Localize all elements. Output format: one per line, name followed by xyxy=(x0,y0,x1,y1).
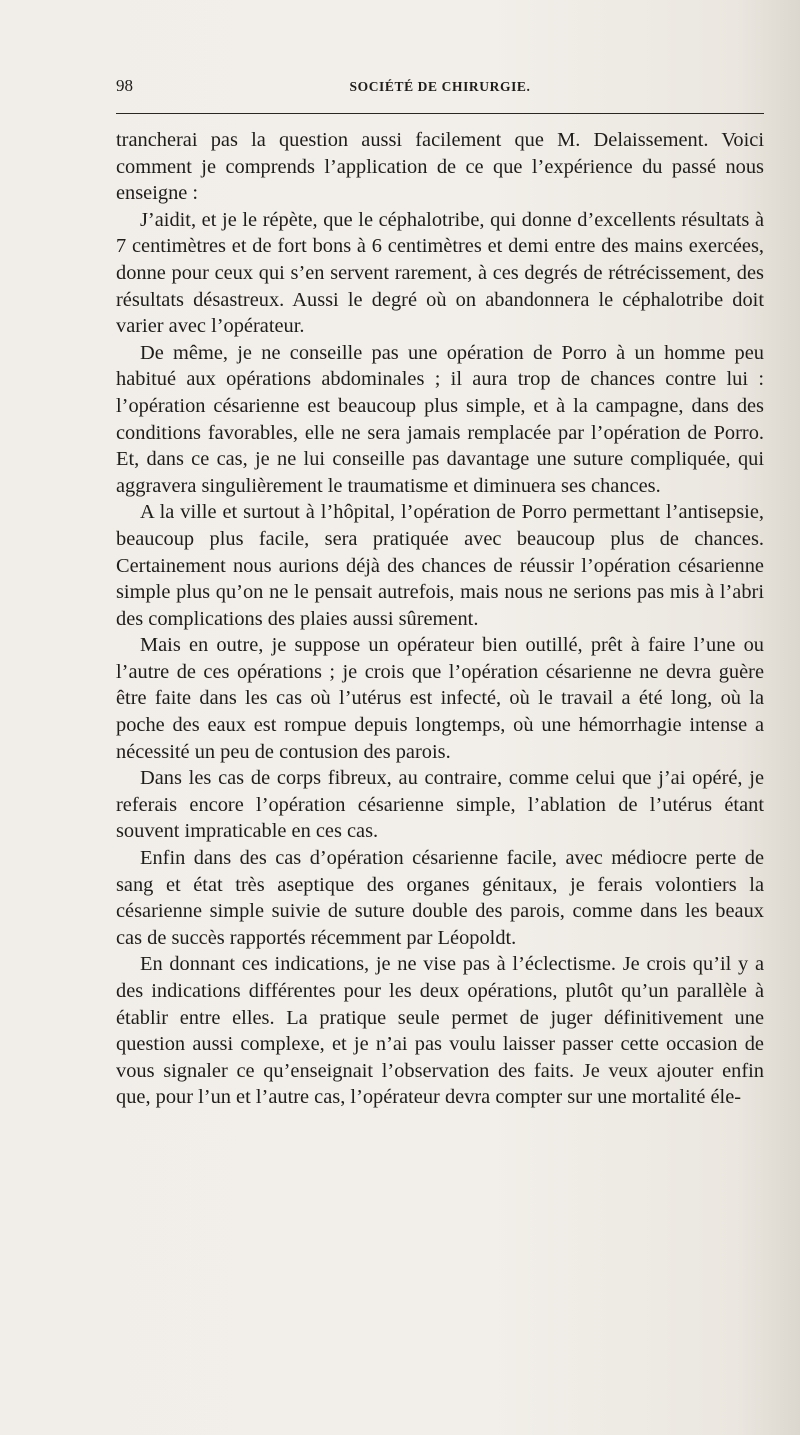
paragraph: En donnant ces indications, je ne vise pas à l’éclectisme. Je crois qu’il y a des indications différentes pour les deux opérations, plutôt qu’un parallèle à établir entre elles. La pratique seule permet de juger définitivement une question aussi complexe, et je n’ai pas voulu laisser passer cette occasion de vous signaler ce qu’enseignait l’observation des faits. Je veux ajouter enfin que, pour l’un et l’autre cas, l’opérateur devra compter sur une mortalité éle- xyxy=(116,953,764,1109)
header-rule xyxy=(116,113,764,114)
paragraph: A la ville et surtout à l’hôpital, l’opération de Porro permettant l’antisepsie, beaucoup plus facile, sera pratiquée avec beaucoup plus de chances. Certainement nous aurions déjà des chances de réussir l’opération césarienne simple plus qu’on ne le pensait autrefois, mais nous ne serions pas mis à l’abri des complications des plaies aussi sûrement. xyxy=(116,501,764,630)
paragraph: J’aidit, et je le répète, que le céphalotribe, qui donne d’excellents résultats à 7 centimètres et de fort bons à 6 centimètres et demi entre des mains exercées, donne pour ceux qui s’en servent rarement, à ces degrés de rétrécissement, des résultats désastreux. Aussi le degré où on abandonnera le céphalotribe doit varier avec l’opérateur. xyxy=(116,208,764,338)
running-head: SOCIÉTÉ DE CHIRURGIE. xyxy=(349,79,531,94)
paragraph: Mais en outre, je suppose un opérateur bien outillé, prêt à faire l’une ou l’autre de ces opérations ; je crois que l’opération césarienne ne devra guère être faite dans les cas où l’utérus est infecté, où le travail a été long, où la poche des eaux est rompue depuis longtemps, où une hémorrhagie intense a nécessité un peu de contusion des parois. xyxy=(116,634,764,763)
page-header xyxy=(116,72,764,102)
paragraph: Dans les cas de corps fibreux, au contraire, comme celui que j’ai opéré, je referais encore l’opération césarienne simple, l’ablation de l’utérus étant souvent impraticable en ces cas. xyxy=(116,767,764,843)
page-number: 98 xyxy=(116,76,133,95)
paragraph-continuation: trancherai pas la question aussi facilement que M. Delaissement. Voici comment je comprends l’application de ce que l’expérience du passé nous enseigne : xyxy=(116,129,764,205)
paragraph: Enfin dans des cas d’opération césarienne facile, avec médiocre perte de sang et état très aseptique des organes génitaux, je ferais volontiers la césarienne simple suivie de suture double des parois, comme dans les beaux cas de succès rapportés récemment par Léopoldt. xyxy=(116,847,764,949)
body-text xyxy=(116,127,764,1111)
paragraph: De même, je ne conseille pas une opération de Porro à un homme peu habitué aux opérations abdominales ; il aura trop de chances contre lui : l’opération césarienne est beaucoup plus simple, et à la campagne, dans des conditions favorables, elle ne sera jamais remplacée par l’opération de Porro. Et, dans ce cas, je ne lui conseille pas davantage une suture compliquée, qui aggravera singulièrement le traumatisme et diminuera ses chances. xyxy=(116,341,764,497)
